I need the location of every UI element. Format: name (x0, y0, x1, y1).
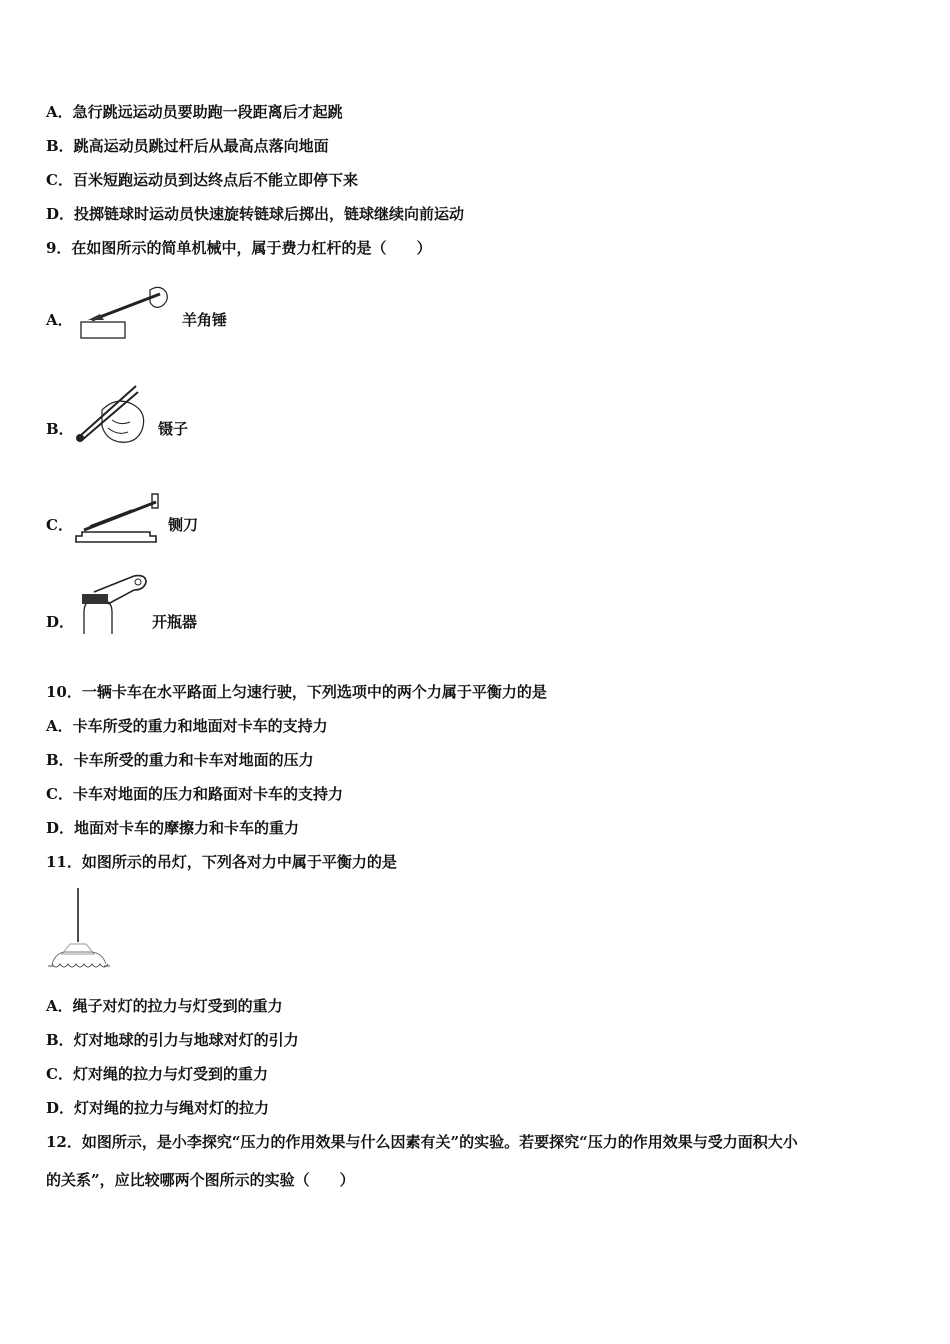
q8-option-b: B．跳高运动员跳过杆后从最高点落向地面 (46, 137, 329, 155)
guillotine-cutter-illustration (72, 490, 164, 550)
q11-option-d: D．灯对绳的拉力与绳对灯的拉力 (46, 1099, 270, 1117)
tweezers-illustration (72, 380, 156, 452)
q10-option-a: A．卡车所受的重力和地面对卡车的支持力 (46, 717, 328, 735)
q11-option-c: C．灯对绳的拉力与灯受到的重力 (46, 1065, 268, 1083)
q9-option-d-label: 开瓶器 (152, 613, 198, 631)
q9-option-b-letter: B． (46, 420, 74, 438)
q12-stem-line2: 的关系”，应比较哪两个图所示的实验（ ） (46, 1171, 355, 1189)
q8-option-d: D．投掷链球时运动员快速旋转链球后掷出，链球继续向前运动 (46, 205, 465, 223)
q10-stem: 10．一辆卡车在水平路面上匀速行驶，下列选项中的两个力属于平衡力的是 (46, 683, 547, 701)
q8-option-c: C．百米短跑运动员到达终点后不能立即停下来 (46, 171, 358, 189)
q12-stem-line1: 12．如图所示，是小李探究“压力的作用效果与什么因素有关”的实验。若要探究“压力的作用效果与受力面积大小 (46, 1133, 798, 1151)
q9-option-c-label: 铡刀 (168, 516, 199, 534)
q9-option-c-letter: C． (46, 516, 73, 534)
q8-option-a: A．急行跳远运动员要助跑一段距离后才起跳 (46, 103, 343, 121)
hanging-lamp-illustration (46, 886, 112, 982)
q9-option-a-label: 羊角锤 (182, 311, 228, 329)
claw-hammer-illustration (78, 284, 178, 344)
q9-option-b-label: 镊子 (158, 420, 189, 438)
q9-option-d-letter: D． (46, 613, 75, 631)
q10-option-c: C．卡车对地面的压力和路面对卡车的支持力 (46, 785, 343, 803)
q9-stem: 9．在如图所示的简单机械中，属于费力杠杆的是（ ） (46, 239, 432, 257)
q9-option-a-letter: A． (46, 311, 73, 329)
q11-option-a: A．绳子对灯的拉力与灯受到的重力 (46, 997, 283, 1015)
q10-option-b: B．卡车所受的重力和卡车对地面的压力 (46, 751, 314, 769)
q11-option-b: B．灯对地球的引力与地球对灯的引力 (46, 1031, 299, 1049)
q10-option-d: D．地面对卡车的摩擦力和卡车的重力 (46, 819, 300, 837)
q11-stem: 11．如图所示的吊灯，下列各对力中属于平衡力的是 (46, 853, 397, 871)
bottle-opener-illustration (74, 572, 154, 636)
